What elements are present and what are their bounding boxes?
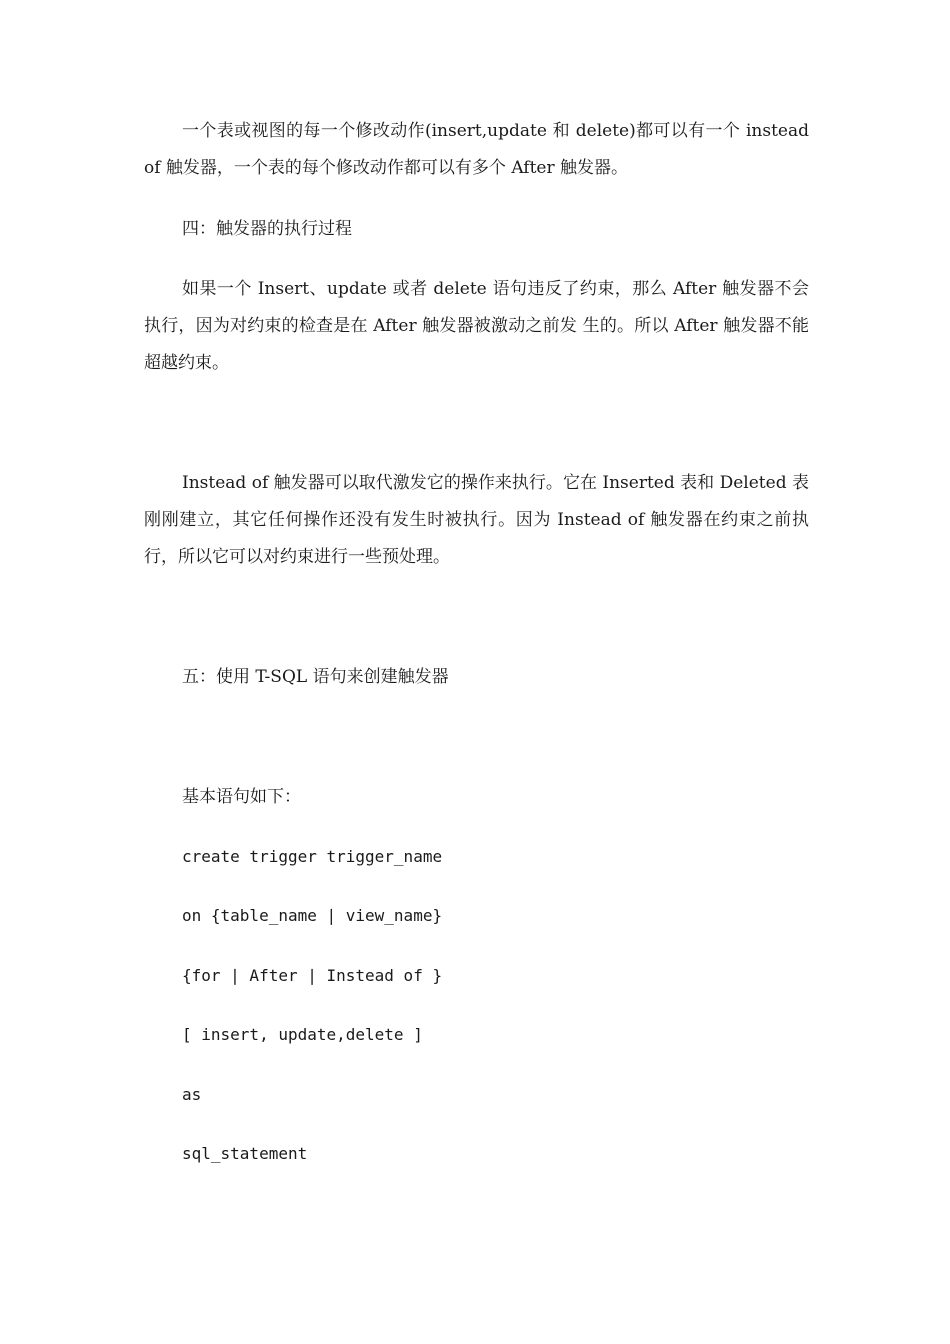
paragraph-instead-of-intro: 一个表或视图的每一个修改动作(insert,update 和 delete)都可以有一个 instead of 触发器，一个表的每个修改动作都可以有多个 After 触发器。 — [144, 121, 809, 178]
code-line: create trigger trigger_name — [182, 847, 443, 866]
code-line: [ insert, update,delete ] — [182, 1025, 423, 1044]
paragraph-after-trigger: 如果一个 Insert、update 或者 delete 语句违反了约束，那么 After 触发器不会执行，因为对约束的检查是在 After 触发器被激动之前发 生的。所以 After 触发器不能超越约束。 — [144, 279, 809, 373]
paragraph-instead-of-trigger: Instead of 触发器可以取代激发它的操作来执行。它在 Inserted 表和 Deleted 表刚刚建立，其它任何操作还没有发生时被执行。因为 Instead of 触发器在约束之前执行，所以它可以对约束进行一些预处理。 — [144, 473, 809, 567]
code-line: {for ∣ After ∣ Instead of } — [182, 966, 443, 985]
code-line: on {table_name ∣ view_name} — [182, 906, 443, 925]
code-line: sql_statement — [182, 1144, 308, 1163]
section-heading-execution-process: 四：触发器的执行过程 — [182, 219, 352, 239]
syntax-intro: 基本语句如下： — [182, 787, 301, 807]
code-line: as — [182, 1085, 202, 1104]
section-heading-create-trigger: 五：使用 T-SQL 语句来创建触发器 — [182, 667, 449, 687]
